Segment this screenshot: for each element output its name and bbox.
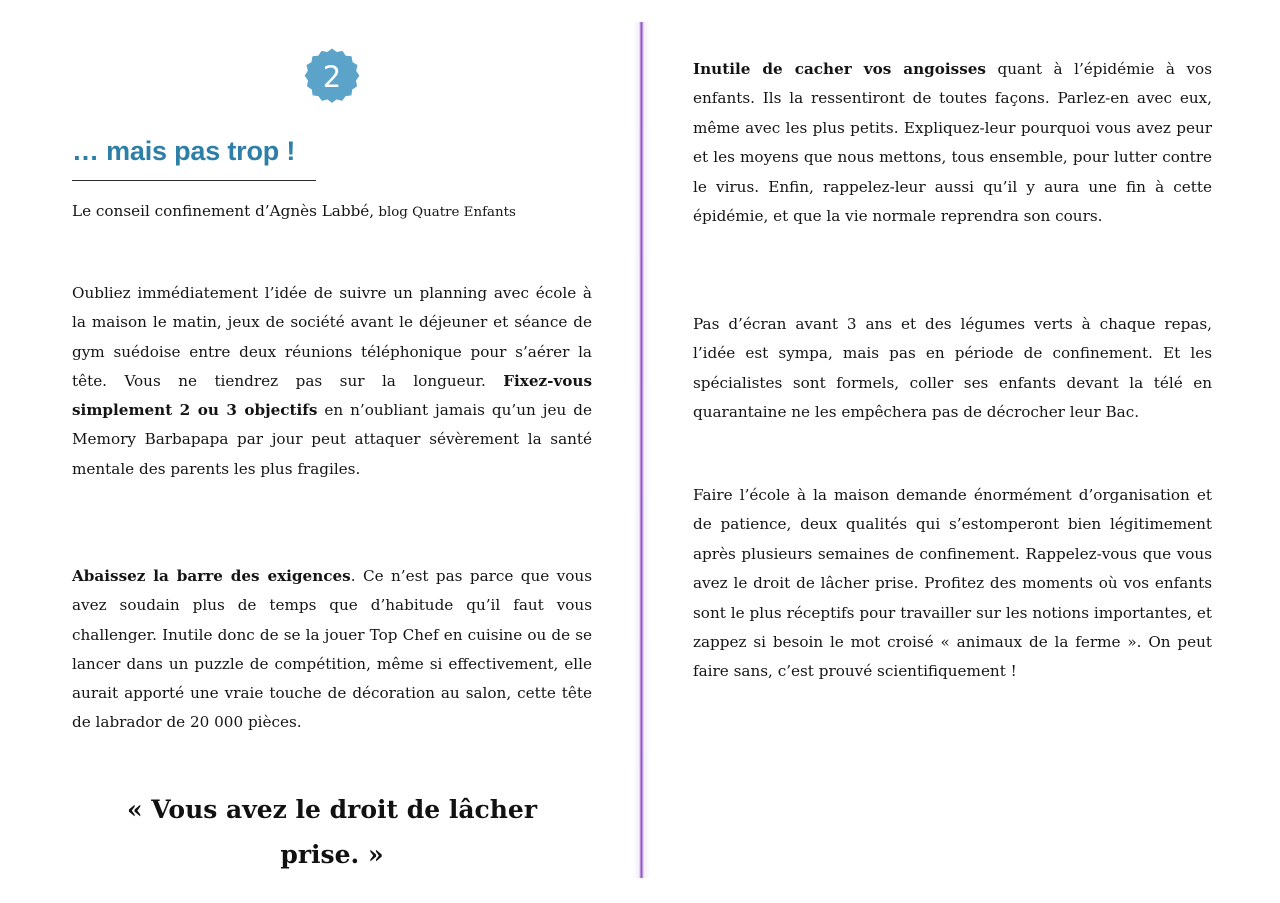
left-column bbox=[72, 0, 592, 903]
right-column bbox=[693, 0, 1212, 903]
credit-source: blog Quatre Enfants bbox=[374, 205, 516, 220]
lp2-bold: Abaissez la barre des exigences bbox=[72, 567, 351, 585]
rp1-bold: Inutile de cacher vos angoisses bbox=[693, 60, 986, 78]
lp2-text: . Ce n’est pas parce que vous avez soudain plus de temps que d’habitude qu’il faut vous challenger. Inutile donc de se la jouer Top Chef en cuisine ou de se lancer dans un puzzle de compétition, même si effectivement, elle aurait apporté une vraie touche de décoration au salon, cette tête de labrador de 20 000 pièces. bbox=[72, 567, 592, 732]
badge-container bbox=[72, 47, 592, 109]
left-paragraph-2 bbox=[72, 562, 592, 738]
lp1-bold: Fixez-vous simplement 2 ou 3 objectifs bbox=[72, 371, 592, 420]
column-divider bbox=[639, 22, 644, 878]
lp1-text-a: Oubliez immédiatement l’idée de suivre un planning avec école à la maison le matin, jeux de société avant le déjeuner et séance de gym suédoise entre deux réunions téléphonique pour s’aérer la tête. Vous ne tiendrez pas sur la longueur. bbox=[72, 284, 592, 390]
title-underline bbox=[72, 180, 316, 181]
right-paragraph-1 bbox=[693, 55, 1212, 231]
scalloped-badge-icon bbox=[301, 47, 363, 109]
rp1-text: quant à l’épidémie à vos enfants. Ils la ressentiront de toutes façons. Parlez-en avec eux, même avec les plus petits. Expliquez-leur pourquoi vous avez peur et les moyens que nous mettons, tous ensemble, pour lutter contre le virus. Enfin, rappelez-leur aussi qu’il y aura une fin à cette épidémie, et que la vie normale reprendra son cours. bbox=[693, 60, 1212, 226]
right-paragraph-2: Pas d’écran avant 3 ans et des légumes verts à chaque repas, l’idée est sympa, mais pas en période de confinement. Et les spécialistes sont formels, coller ses enfants devant la télé en quarantaine ne les empêchera pas de décrocher leur Bac. bbox=[693, 315, 1212, 422]
right-paragraph-3: Faire l’école à la maison demande énormément d’organisation et de patience, deux qualités qui s’estomperont bien légitimement après plusieurs semaines de confinement. Rappelez-vous que vous avez le droit de lâcher prise. Profitez des moments où vos enfants sont le plus réceptifs pour travailler sur les notions importantes, et zappez si besoin le mot croisé « animaux de la ferme ». On peut faire sans, c’est prouvé scientifiquement ! bbox=[693, 486, 1212, 681]
left-paragraph-1 bbox=[72, 279, 592, 484]
page-title: … mais pas trop ! bbox=[72, 136, 296, 166]
badge-number: 2 bbox=[322, 60, 342, 94]
lp1-text-b: en n’oubliant jamais qu’un jeu de Memory Barbapapa par jour peut attaquer sévèrement la santé mentale des parents les plus fragiles. bbox=[72, 401, 592, 478]
credit-author: Le conseil confinement d’Agnès Labbé, bbox=[72, 202, 375, 220]
article-credit bbox=[72, 198, 592, 226]
pull-quote: « Vous avez le droit de lâcher prise. » bbox=[126, 795, 538, 869]
